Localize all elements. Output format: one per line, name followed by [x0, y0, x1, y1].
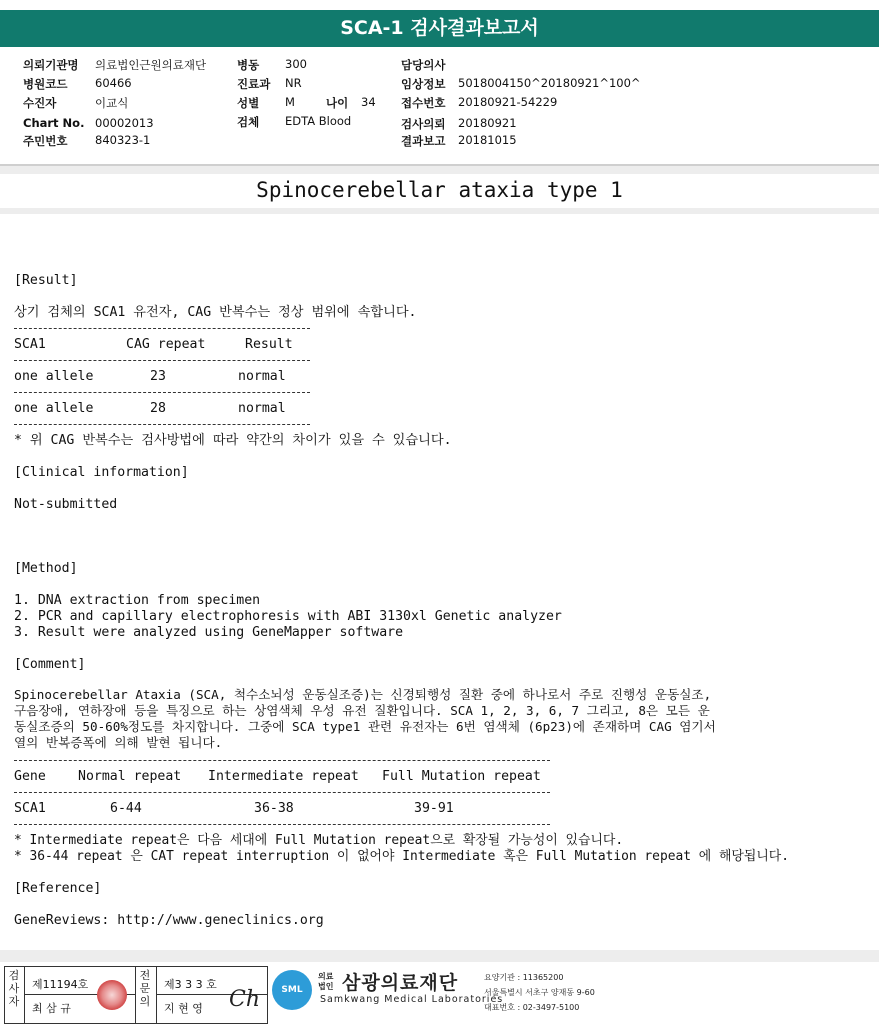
result-cell: 23	[150, 369, 166, 384]
clinical-text: Not-submitted	[14, 497, 118, 512]
meta-value: 300	[285, 57, 307, 71]
meta-value: 의료법인근원의료재단	[95, 58, 207, 72]
result-col-header: CAG repeat	[126, 337, 206, 352]
repeat-cell: 36-38	[254, 801, 294, 816]
meta-value: 60466	[95, 76, 132, 90]
meta-value: M	[285, 95, 295, 109]
org-code: 요양기관 : 11365200	[484, 973, 564, 982]
specialist-name: 지 현 영	[164, 1002, 203, 1015]
specialist-signature: Ch	[229, 987, 261, 1012]
specialist-license: 제3 3 3 호	[164, 978, 217, 991]
meta-label: 병원코드	[23, 77, 68, 91]
meta-label: 검체	[237, 115, 260, 129]
result-cell: normal	[238, 401, 286, 416]
table-rule	[14, 792, 550, 793]
meta-value: 00002013	[95, 116, 154, 130]
meta-label: 수진자	[23, 96, 57, 110]
result-cell: normal	[238, 369, 286, 384]
patient-info-panel	[0, 54, 879, 166]
inspector-license: 제11194호	[32, 978, 89, 991]
org-name: 삼광의료재단	[342, 972, 459, 994]
meta-label: 성별	[237, 96, 260, 110]
table-rule	[14, 760, 550, 761]
meta-value: 5018004150^20180921^100^	[458, 76, 641, 90]
method-step: 2. PCR and capillary electrophoresis with ABI 3130xl Genetic analyzer	[14, 609, 562, 624]
meta-value: 20180921-54229	[458, 95, 558, 109]
org-phone: 대표번호 : 02-3497-5100	[484, 1003, 580, 1012]
inspector-name: 최 삼 규	[32, 1002, 71, 1015]
result-summary: 상기 검체의 SCA1 유전자, CAG 반복수는 정상 범위에 속합니다.	[14, 305, 417, 320]
table-rule	[14, 424, 310, 425]
meta-label: 결과보고	[401, 134, 446, 148]
comment-line: Spinocerebellar Ataxia (SCA, 척수소뇌성 운동실조증)는 신경퇴행성 질환 중에 하나로서 주로 진행성 운동실조,	[14, 687, 712, 702]
method-heading: [Method]	[14, 561, 78, 576]
repeat-col-header: Full Mutation repeat	[382, 769, 541, 784]
report-footer	[0, 964, 879, 1032]
meta-label: 검사의뢰	[401, 117, 446, 131]
comment-line: 구음장애, 연하장애 등을 특징으로 하는 상염색체 우성 유전 질환입니다. SCA 1, 2, 3, 6, 7 그리고, 8은 모든 운	[14, 703, 710, 718]
comment-line: 동실조증의 50-60%정도를 차지합니다. 그중에 SCA type1 관련 유전자는 6번 염색체 (6p23)에 존재하며 CAG 염기서	[14, 719, 716, 734]
repeat-col-header: Intermediate repeat	[208, 769, 359, 784]
org-address: 서울특별시 서초구 양재동 9-60	[484, 988, 595, 997]
divider-strip	[0, 950, 879, 962]
result-cell: one allele	[14, 369, 94, 384]
meta-value: 20180921	[458, 116, 517, 130]
meta-label: 접수번호	[401, 96, 446, 110]
result-heading: [Result]	[14, 273, 78, 288]
meta-value: NR	[285, 76, 302, 90]
signature-box	[4, 966, 268, 1024]
meta-label: 병동	[237, 58, 260, 72]
result-cell: one allele	[14, 401, 94, 416]
comment-note: * 36-44 repeat 은 CAT repeat interruption 이 없어야 Intermediate 혹은 Full Mutation repeat 에 해당됩니다.	[14, 849, 789, 864]
result-cell: 28	[150, 401, 166, 416]
inspector-label: 검사자	[8, 969, 20, 1008]
divider-strip	[0, 166, 879, 174]
meta-value: 20181015	[458, 133, 517, 147]
meta-label: 담당의사	[401, 58, 446, 72]
meta-label: 진료과	[237, 77, 271, 91]
meta-label: 나이	[326, 96, 349, 110]
specialist-label: 전문의	[139, 969, 151, 1008]
reference-text: GeneReviews: http://www.geneclinics.org	[14, 913, 324, 928]
result-col-header: SCA1	[14, 337, 46, 352]
meta-value: EDTA Blood	[285, 114, 352, 128]
result-col-header: Result	[245, 337, 293, 352]
box-divider	[24, 967, 25, 1023]
method-step: 3. Result were analyzed using GeneMapper software	[14, 625, 404, 640]
org-type: 의료법인	[318, 972, 334, 991]
comment-heading: [Comment]	[14, 657, 86, 672]
table-rule	[14, 392, 310, 393]
comment-line: 열의 반복증폭에 의해 발현 됩니다.	[14, 735, 223, 750]
meta-value: 840323-1	[95, 133, 151, 147]
repeat-col-header: Gene	[14, 769, 46, 784]
repeat-cell: SCA1	[14, 801, 46, 816]
official-stamp-icon	[97, 980, 127, 1010]
meta-label: 임상정보	[401, 77, 446, 91]
box-divider	[135, 967, 136, 1023]
table-rule	[14, 328, 310, 329]
meta-value: 이교식	[95, 96, 129, 110]
repeat-col-header: Normal repeat	[78, 769, 182, 784]
org-english-name: Samkwang Medical Laboratories	[320, 994, 504, 1005]
repeat-cell: 39-91	[414, 801, 454, 816]
reference-heading: [Reference]	[14, 881, 102, 896]
meta-label: 의뢰기관명	[23, 58, 79, 72]
document-title: Spinocerebellar ataxia type 1	[256, 178, 623, 202]
comment-note: * Intermediate repeat은 다음 세대에 Full Mutation repeat으로 확장될 가능성이 있습니다.	[14, 833, 624, 848]
result-note: * 위 CAG 반복수는 검사방법에 따라 약간의 차이가 있을 수 있습니다.	[14, 433, 452, 448]
meta-value: 34	[361, 95, 376, 109]
meta-label: 주민번호	[23, 134, 68, 148]
report-banner: SCA-1 검사결과보고서	[0, 10, 879, 47]
sml-logo-icon: SML	[272, 970, 312, 1010]
meta-label: Chart No.	[23, 116, 85, 130]
repeat-cell: 6-44	[110, 801, 142, 816]
table-rule	[14, 360, 310, 361]
table-rule	[14, 824, 550, 825]
clinical-heading: [Clinical information]	[14, 465, 189, 480]
box-divider	[156, 967, 157, 1023]
divider-strip	[0, 208, 879, 214]
method-step: 1. DNA extraction from specimen	[14, 593, 261, 608]
